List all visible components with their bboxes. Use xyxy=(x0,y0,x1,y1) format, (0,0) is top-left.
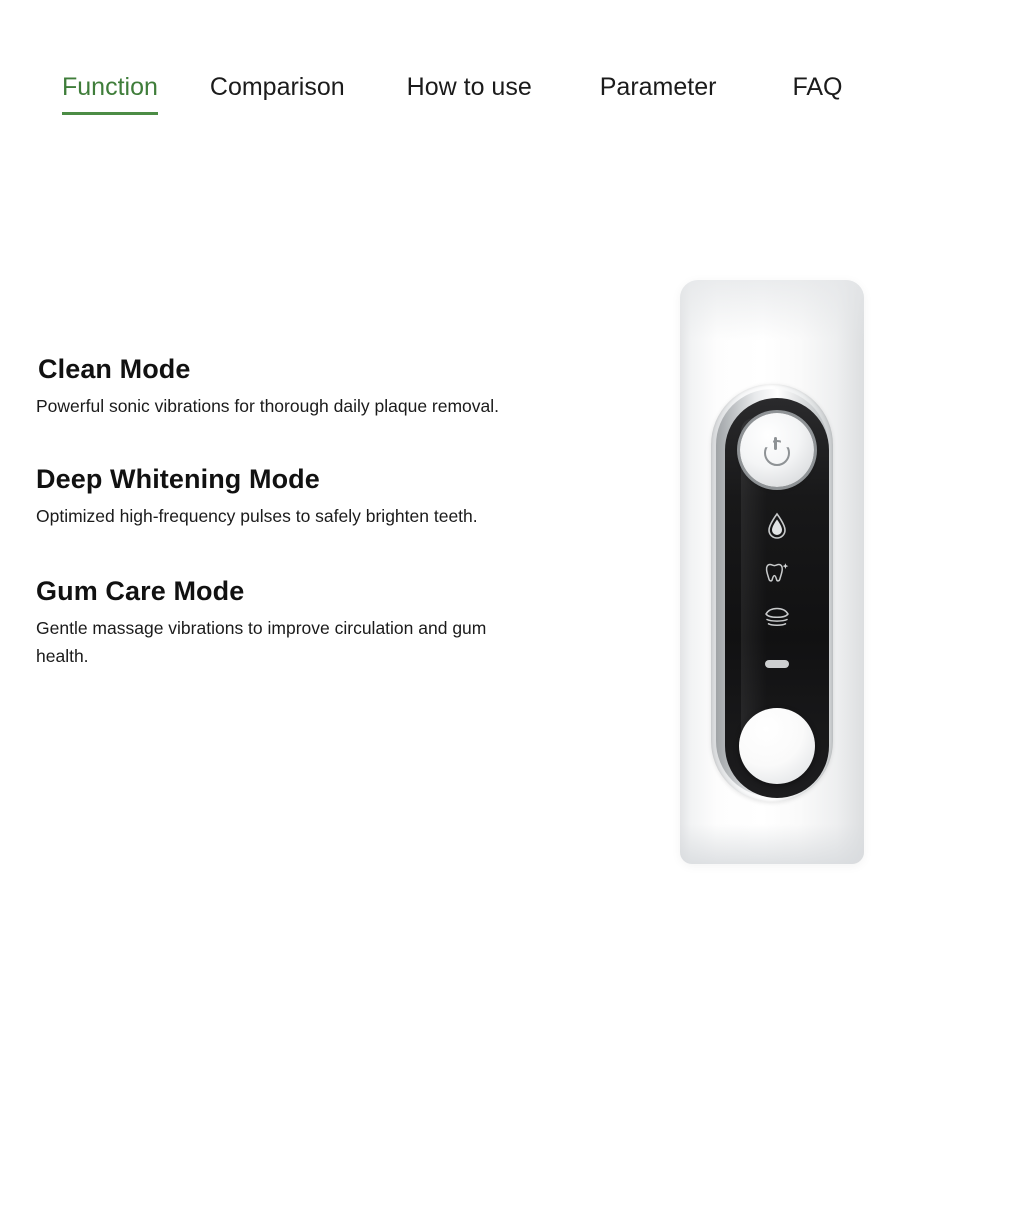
tab-comparison-label: Comparison xyxy=(209,73,345,101)
tooth-sparkle-icon[interactable] xyxy=(725,549,829,595)
feature-description-gum-care-mode: Gentle massage vibrations to improve circulation and gum health. xyxy=(36,618,487,666)
water-drop-icon[interactable] xyxy=(725,503,829,549)
feature-list xyxy=(32,352,572,670)
tab-function[interactable] xyxy=(62,72,158,127)
tab-comparison[interactable] xyxy=(210,72,345,114)
mode-select-button[interactable] xyxy=(739,708,815,784)
product-image xyxy=(680,280,864,864)
feature-item xyxy=(32,574,572,670)
feature-title-gum-care-mode: Gum Care Mode xyxy=(36,576,245,606)
power-icon xyxy=(764,437,790,463)
tab-parameter-label: Parameter xyxy=(599,73,717,101)
feature-item xyxy=(32,352,572,420)
device-top-shading xyxy=(680,280,864,340)
mode-indicator-list xyxy=(725,503,829,687)
tab-how-to-use-label: How to use xyxy=(406,73,532,101)
tab-faq[interactable] xyxy=(792,72,842,114)
feature-title-clean-mode: Clean Mode xyxy=(38,354,191,384)
feature-description-clean-mode: Powerful sonic vibrations for thorough daily plaque removal. xyxy=(36,396,500,416)
battery-bar-icon[interactable] xyxy=(725,641,829,687)
control-panel-display xyxy=(725,398,829,798)
feature-item xyxy=(32,462,572,530)
device-bottom-shading xyxy=(680,824,864,864)
tab-parameter[interactable] xyxy=(600,72,717,114)
tab-function-label: Function xyxy=(62,73,158,101)
control-panel xyxy=(711,384,833,802)
power-button[interactable] xyxy=(740,413,814,487)
tab-how-to-use[interactable] xyxy=(407,72,532,114)
control-panel-ring xyxy=(716,389,828,797)
tab-bar xyxy=(0,72,1024,124)
gum-wave-icon[interactable] xyxy=(725,595,829,641)
tab-faq-label: FAQ xyxy=(792,73,843,101)
tab-active-indicator xyxy=(62,112,158,115)
feature-title-deep-whitening-mode: Deep Whitening Mode xyxy=(36,464,320,494)
feature-description-deep-whitening-mode: Optimized high-frequency pulses to safely brighten teeth. xyxy=(36,506,478,526)
